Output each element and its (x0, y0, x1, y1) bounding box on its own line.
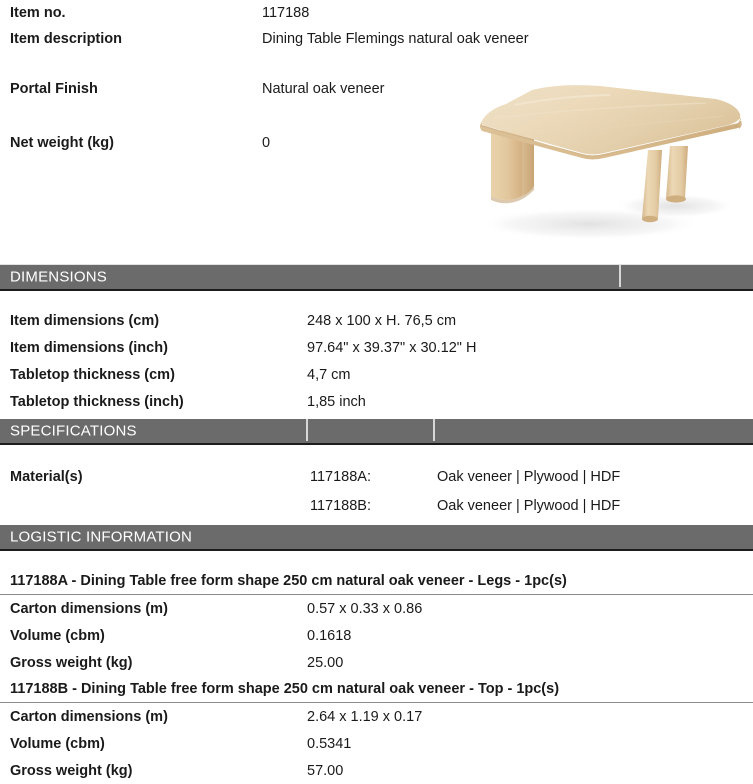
specifications-header-bar (0, 419, 753, 445)
material-value-b: Oak veneer | Plywood | HDF (437, 497, 621, 514)
product-image (470, 78, 753, 246)
logistics-header-bar (0, 525, 753, 551)
package-a-volume-label: Volume (cbm) (10, 627, 105, 644)
net-weight-label: Net weight (kg) (10, 135, 114, 151)
logistics-section (0, 525, 753, 784)
table-row (0, 622, 753, 649)
tabletop-thickness-cm-label: Tabletop thickness (cm) (10, 366, 175, 383)
table-row (0, 361, 753, 388)
item-description-row (0, 26, 753, 52)
item-description-value: Dining Table Flemings natural oak veneer (262, 31, 529, 47)
dimensions-header-bar (0, 265, 753, 291)
item-description-label: Item description (10, 31, 122, 47)
material-row-b (0, 491, 753, 520)
package-b-volume-value: 0.5341 (307, 735, 352, 752)
logistics-gap (0, 551, 753, 568)
material-sku-a: 117188A: (310, 468, 372, 485)
dimensions-section (0, 264, 753, 415)
specifications-header-divider-1 (306, 419, 308, 441)
item-dimensions-cm-value: 248 x 100 x H. 76,5 cm (307, 312, 457, 329)
materials-label: Material(s) (10, 468, 83, 485)
item-no-label: Item no. (10, 5, 66, 21)
package-a-volume-value: 0.1618 (307, 627, 352, 644)
tabletop-thickness-inch-value: 1,85 inch (307, 393, 366, 410)
package-b-volume-label: Volume (cbm) (10, 735, 105, 752)
package-b-gross-weight-value: 57.00 (307, 762, 344, 779)
item-dimensions-inch-value: 97.64" x 39.37" x 30.12" H (307, 339, 477, 356)
item-dimensions-cm-label: Item dimensions (cm) (10, 312, 160, 329)
material-value-a: Oak veneer | Plywood | HDF (437, 468, 621, 485)
tabletop-thickness-cm-value: 4,7 cm (307, 366, 351, 383)
package-a-carton-dimensions-value: 0.57 x 0.33 x 0.86 (307, 600, 423, 617)
net-weight-value: 0 (262, 135, 271, 151)
table-row (0, 388, 753, 415)
logistics-header-label: LOGISTIC INFORMATION (10, 528, 193, 546)
identity-spacer-1 (0, 52, 753, 76)
specifications-gap (0, 445, 753, 462)
dimensions-header-divider (619, 265, 621, 287)
material-sku-b: 117188B: (310, 497, 372, 514)
portal-finish-value: Natural oak veneer (262, 81, 385, 97)
material-row-a (0, 462, 753, 491)
specifications-header-label: SPECIFICATIONS (10, 422, 137, 440)
table-row (0, 307, 753, 334)
dimensions-header-label: DIMENSIONS (10, 268, 108, 286)
portal-finish-label: Portal Finish (10, 81, 98, 97)
package-b-title: 117188B - Dining Table free form shape 250 cm natural oak veneer - Top - 1pc(s) (0, 676, 753, 703)
package-b-gross-weight-label: Gross weight (kg) (10, 762, 133, 779)
package-b-carton-dimensions-label: Carton dimensions (m) (10, 708, 168, 725)
table-row (0, 730, 753, 757)
package-a-carton-dimensions-label: Carton dimensions (m) (10, 600, 168, 617)
table-row (0, 595, 753, 622)
table-row (0, 334, 753, 361)
item-no-value: 117188 (262, 5, 310, 21)
table-row (0, 757, 753, 784)
specifications-section (0, 419, 753, 520)
package-a-gross-weight-label: Gross weight (kg) (10, 654, 133, 671)
table-row (0, 649, 753, 676)
specifications-header-divider-2 (433, 419, 435, 441)
table-cylinder-leg-front (666, 146, 688, 203)
item-no-row (0, 0, 753, 26)
package-a-gross-weight-value: 25.00 (307, 654, 344, 671)
dimensions-gap (0, 291, 753, 307)
package-b-carton-dimensions-value: 2.64 x 1.19 x 0.17 (307, 708, 423, 725)
package-a-title: 117188A - Dining Table free form shape 250 cm natural oak veneer - Legs - 1pc(s) (0, 568, 753, 595)
table-row (0, 703, 753, 730)
tabletop-thickness-inch-label: Tabletop thickness (inch) (10, 393, 184, 410)
item-dimensions-inch-label: Item dimensions (inch) (10, 339, 168, 356)
